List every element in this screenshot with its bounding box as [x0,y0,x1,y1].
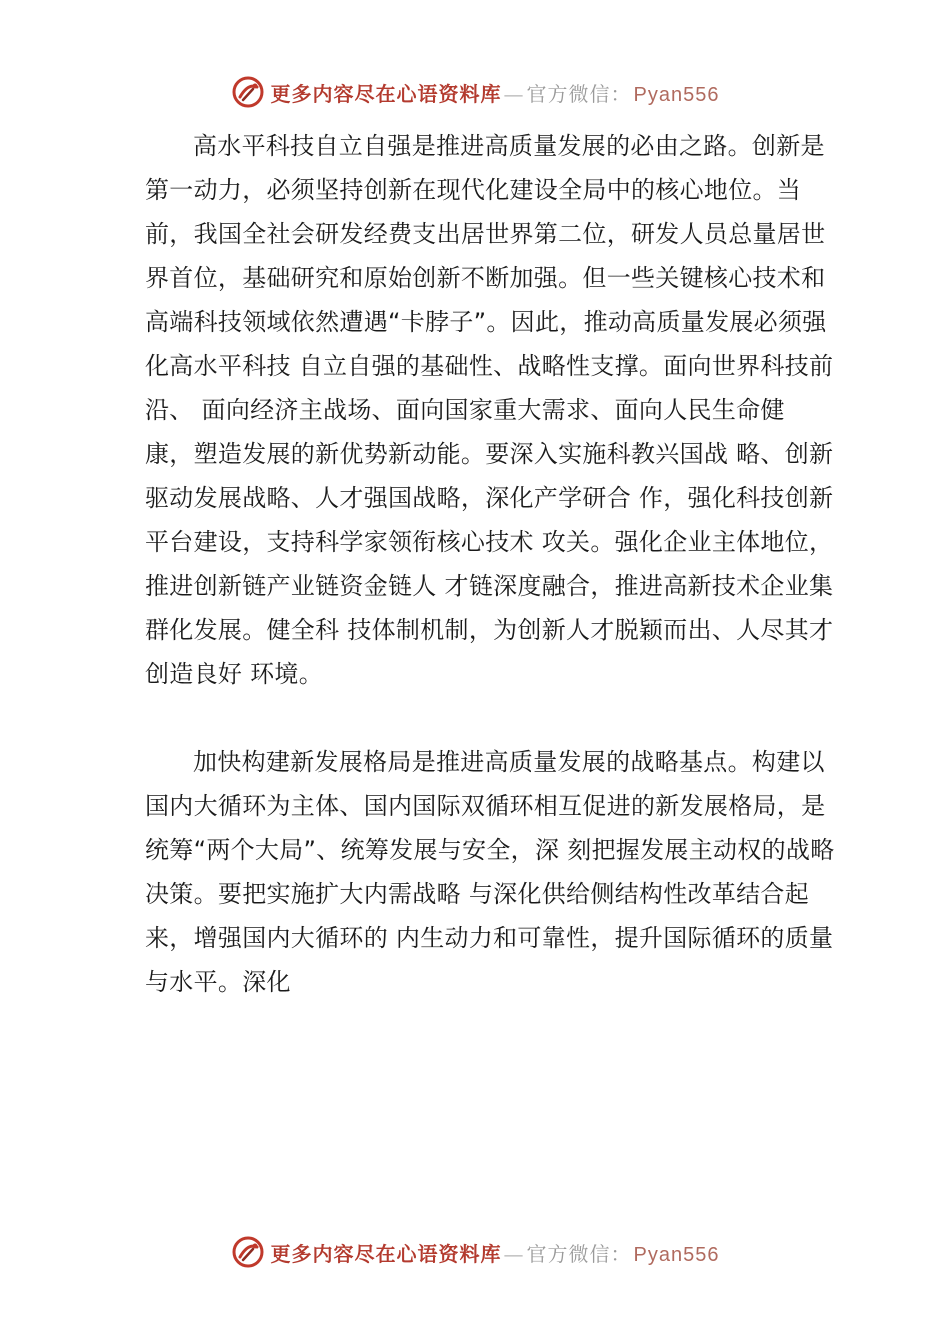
watermark-text [271,78,720,107]
watermark-text [271,1238,720,1267]
watermark-wechat-label: 官方微信： [526,1241,632,1266]
paragraph-new-development-pattern: 加快构建新发展格局是推进高质量发展的战略基点。构建以国内大循环为主体、国内国际双循环相互促进的新发展格局，是统筹“两个大局”、统筹发展与安全，深 刻把握发展主动权的战略决策。要把实施扩大内需战略 与深化供给侧结构性改革结合起来，增强国内大循环的 内生动力和可靠性，提升国际循环的质量与水平。深化 [145,748,835,996]
watermark-dash: — [503,81,525,106]
brand-logo-icon [231,1235,265,1269]
watermark-brand: 更多内容尽在心语资料库 [270,81,502,106]
watermark-dash: — [503,1241,525,1266]
paragraph-tech-self-reliance: 高水平科技自立自强是推进高质量发展的必由之路。创新是第一动力，必须坚持创新在现代化建设全局中的核心地位。当前，我国全社会研发经费支出居世界第二位，研发人员总量居世界首位，基础研究和原始创新不断加强。但一些关键核心技术和高端科技领域依然遭遇“卡脖子”。因此，推动高质量发展必须强化高水平科技 自立自强的基础性、战略性支撑。面向世界科技前沿、 面向经济主战场、面向国家重大需求、面向人民生命健 康，塑造发展的新优势新动能。要深入实施科教兴国战 略、创新驱动发展战略、人才强国战略，深化产学研合 作，强化科技创新平台建设，支持科学家领衔核心技术 攻关。强化企业主体地位，推进创新链产业链资金链人 才链深度融合，推进高新技术企业集群化发展。健全科 技体制机制，为创新人才脱颖而出、人尽其才创造良好 环境。 [145,132,834,688]
watermark-brand: 更多内容尽在心语资料库 [270,1241,502,1266]
header-watermark [0,72,950,112]
footer-watermark [0,1232,950,1272]
document-body [145,124,835,1004]
watermark-wechat-label: 官方微信： [526,81,632,106]
watermark-wechat-id: Pyan556 [633,83,720,106]
brand-logo-icon [231,75,265,109]
watermark-wechat-id: Pyan556 [633,1243,720,1266]
